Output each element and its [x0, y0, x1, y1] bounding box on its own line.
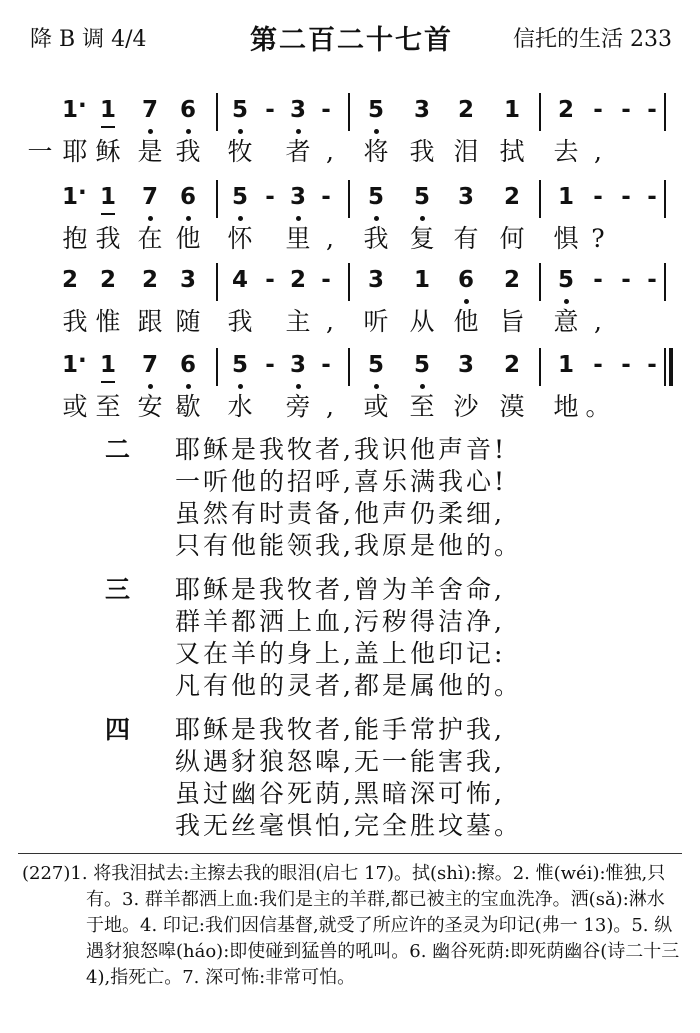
augmentation-dot: · [78, 93, 87, 119]
verse-line: 一听他的招呼,喜乐满我心! [175, 467, 507, 496]
lyric-char: 怀 [227, 224, 253, 253]
note: 4 [231, 267, 248, 293]
barline [216, 348, 218, 386]
lyric-char: 至 [409, 392, 435, 421]
lyric-char: 他 [453, 307, 479, 336]
barline [664, 93, 666, 131]
note-extension: - [265, 97, 275, 123]
note-extension: - [265, 267, 275, 293]
note: 2 [557, 97, 574, 123]
note: 5 [228, 350, 252, 380]
lyric-char: 地 [553, 392, 579, 421]
lyric-char: 水 [227, 392, 253, 421]
lyric-char: 歇 [175, 392, 201, 421]
lyric-char: 我 [95, 224, 121, 253]
lyric-char: 漠 [499, 392, 525, 421]
final-barline-thick [669, 348, 673, 386]
note: 6 [454, 265, 478, 295]
lyric-char: 我 [363, 224, 389, 253]
lyric-char: 惟 [95, 307, 121, 336]
note: 3 [413, 97, 430, 123]
lyric-char: 抱 [62, 224, 88, 253]
lyric-char: 跟 [137, 307, 163, 336]
hymn-title: 第二百二十七首 [250, 25, 453, 56]
lyric-char: 至 [95, 392, 121, 421]
note: 3 [367, 267, 384, 293]
note: 2 [503, 184, 520, 210]
lyric-char: 是 [137, 137, 163, 166]
note-extension: - [593, 184, 603, 210]
note: 6 [176, 182, 200, 212]
verse-line: 纵遇豺狼怒嗥,无一能害我, [175, 747, 505, 776]
lyric-char: 里 [285, 224, 311, 253]
lyric-char: 在 [137, 224, 163, 253]
note: 3 [457, 184, 474, 210]
note-extension: - [265, 184, 275, 210]
note: 3 [179, 267, 196, 293]
lyric-char: 将 [363, 137, 389, 166]
note: 1 [96, 350, 120, 380]
lyric-char: 。 [585, 392, 611, 421]
barline [348, 180, 350, 218]
note-extension: - [321, 267, 331, 293]
lyric-char: 复 [409, 224, 435, 253]
note: 1 [61, 184, 78, 210]
augmentation-dot: · [78, 348, 87, 374]
verse-line: 耶稣是我牧者,能手常护我, [175, 715, 505, 744]
note-extension: - [265, 352, 275, 378]
note: 7 [138, 95, 162, 125]
lyric-char: 旨 [499, 307, 525, 336]
verse-line: 虽然有时责备,他声仍柔细, [175, 499, 505, 528]
barline [216, 263, 218, 301]
note-extension: - [621, 97, 631, 123]
note: 2 [457, 97, 474, 123]
lyric-char: 去 [553, 137, 579, 166]
note: 7 [138, 350, 162, 380]
note: 2 [503, 352, 520, 378]
verse-line: 凡有他的灵者,都是属他的。 [175, 671, 522, 700]
barline [348, 93, 350, 131]
verse-line: 耶稣是我牧者,曾为羊舍命, [175, 575, 505, 604]
note: 1 [61, 352, 78, 378]
note: 6 [176, 95, 200, 125]
divider [18, 853, 682, 854]
lyric-char: , [326, 392, 334, 421]
lyric-char: 有 [453, 224, 479, 253]
lyric-char: 稣 [95, 137, 121, 166]
lyric-char: 或 [62, 392, 88, 421]
lyric-char: 泪 [453, 137, 479, 166]
lyric-char: , [326, 137, 334, 166]
barline [348, 348, 350, 386]
barline [539, 263, 541, 301]
note: 6 [176, 350, 200, 380]
verse-line: 我无丝毫惧怕,完全胜坟墓。 [175, 811, 522, 840]
note-extension: - [621, 352, 631, 378]
note: 3 [286, 350, 310, 380]
verse-number: 二 [105, 435, 131, 464]
lyric-char: 一 [27, 137, 53, 166]
note: 5 [364, 95, 388, 125]
note: 1 [557, 352, 574, 378]
page-number: 233 [630, 27, 672, 52]
verse-line: 又在羊的身上,盖上他印记: [175, 639, 506, 668]
note-extension: - [647, 352, 657, 378]
section-title: 信托的生活 [512, 27, 623, 52]
verse-number: 三 [105, 575, 131, 604]
note: 2 [141, 267, 158, 293]
note-extension: - [321, 184, 331, 210]
lyric-char: 意 [553, 307, 579, 336]
note: 2 [61, 267, 78, 293]
lyric-char: 他 [175, 224, 201, 253]
lyric-char: 牧 [227, 137, 253, 166]
lyric-char: 或 [363, 392, 389, 421]
lyric-char: , [594, 307, 602, 336]
lyric-char: 我 [175, 137, 201, 166]
barline [348, 263, 350, 301]
barline [664, 180, 666, 218]
note-extension: - [593, 267, 603, 293]
lyric-char: 何 [499, 224, 525, 253]
lyric-char: 者 [285, 137, 311, 166]
key-signature: 降 B 调 4/4 [30, 27, 147, 52]
lyric-char: , [326, 307, 334, 336]
note-extension: - [621, 184, 631, 210]
barline [216, 180, 218, 218]
lyric-char: ? [591, 224, 605, 253]
note: 1 [413, 267, 430, 293]
note-extension: - [647, 97, 657, 123]
note: 7 [138, 182, 162, 212]
final-barline [664, 348, 666, 386]
lyric-char: 耶 [62, 137, 88, 166]
note: 2 [99, 267, 116, 293]
augmentation-dot: · [78, 180, 87, 206]
lyric-char: , [326, 224, 334, 253]
note: 1 [557, 184, 574, 210]
barline [539, 348, 541, 386]
lyric-char: 旁 [285, 392, 311, 421]
lyric-char: 惧 [553, 224, 579, 253]
lyric-char: 听 [363, 307, 389, 336]
note-extension: - [593, 97, 603, 123]
note: 5 [410, 350, 434, 380]
verse-line: 群羊都洒上血,污秽得洁净, [175, 607, 505, 636]
verse-line: 只有他能领我,我原是他的。 [175, 531, 522, 560]
lyric-char: , [594, 137, 602, 166]
barline [539, 93, 541, 131]
verse-line: 耶稣是我牧者,我识他声音! [175, 435, 507, 464]
lyric-char: 随 [175, 307, 201, 336]
note-extension: - [647, 184, 657, 210]
note: 5 [228, 182, 252, 212]
note: 5 [410, 182, 434, 212]
lyric-char: 主 [285, 307, 311, 336]
note: 5 [364, 182, 388, 212]
lyric-char: 我 [227, 307, 253, 336]
note: 2 [289, 267, 306, 293]
lyric-char: 我 [409, 137, 435, 166]
barline [539, 180, 541, 218]
note: 5 [364, 350, 388, 380]
note: 5 [554, 265, 578, 295]
note: 1 [503, 97, 520, 123]
barline [664, 263, 666, 301]
note: 1 [61, 97, 78, 123]
note: 5 [228, 95, 252, 125]
note: 1 [96, 95, 120, 125]
verse-number: 四 [105, 715, 131, 744]
note-extension: - [321, 97, 331, 123]
note: 1 [96, 182, 120, 212]
verse-line: 虽过幽谷死荫,黑暗深可怖, [175, 779, 505, 808]
lyric-char: 拭 [499, 137, 525, 166]
barline [216, 93, 218, 131]
lyric-char: 从 [409, 307, 435, 336]
note: 3 [286, 95, 310, 125]
lyric-char: 沙 [453, 392, 479, 421]
note-extension: - [321, 352, 331, 378]
note-extension: - [647, 267, 657, 293]
note-extension: - [593, 352, 603, 378]
note: 2 [503, 267, 520, 293]
note-extension: - [621, 267, 631, 293]
lyric-char: 安 [137, 392, 163, 421]
footnotes [22, 861, 682, 991]
note: 3 [286, 182, 310, 212]
lyric-char: 我 [62, 307, 88, 336]
score [0, 0, 700, 430]
footnote-text: (227)1. 将我泪拭去:主擦去我的眼泪(启七 17)。拭(shì):擦。2. 惟(wéi):惟独,只有。3. 群羊都洒上血:我们是主的羊群,都已被主的宝血洗净。洒(sǎ):淋水于地。4. 印记:我们因信基督,就受了所应许的圣灵为印记(弗一 13)。5. 纵遇豺狼怒嗥(háo):即使碰到猛兽的吼叫。6. 幽谷死荫:即死荫幽谷(诗二十三 4),指死亡。7. 深可怖:非常可怕。 [22, 863, 680, 988]
note: 3 [457, 352, 474, 378]
